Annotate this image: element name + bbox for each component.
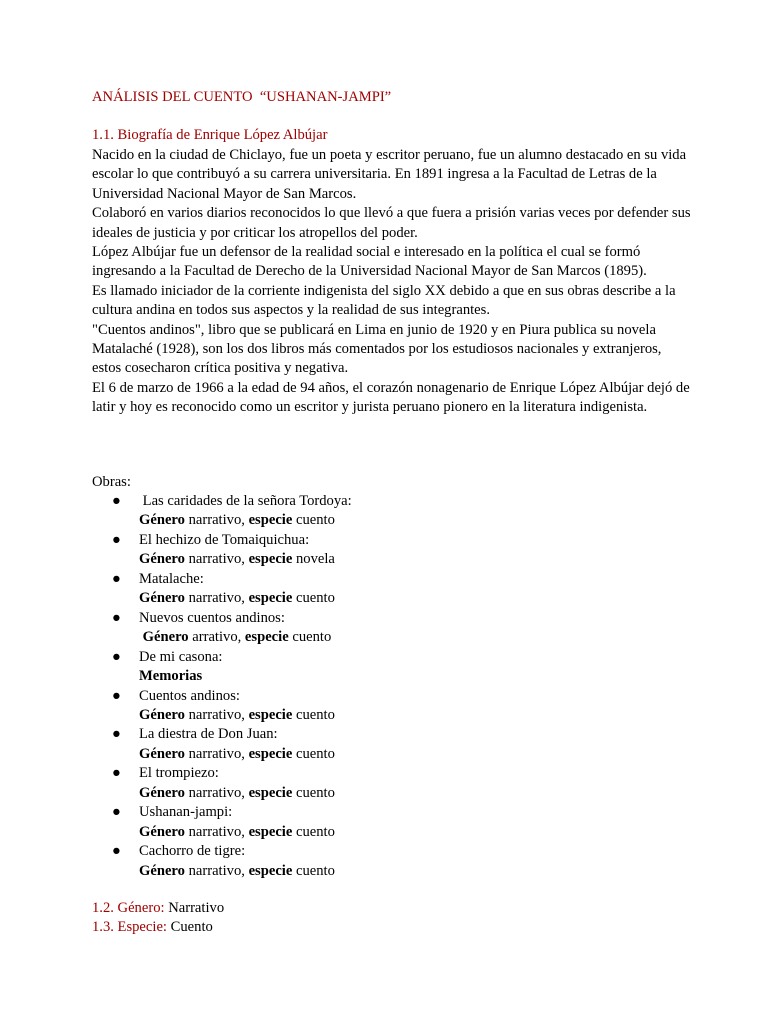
work-desc-bold: especie (248, 862, 293, 879)
work-desc-text: cuento (292, 823, 335, 840)
work-title: De mi casona: (139, 648, 223, 665)
bullet-icon: ● (112, 570, 121, 587)
work-desc-bold: especie (248, 823, 293, 840)
work-item (112, 609, 352, 648)
species-label: 1.3. Especie: (92, 919, 167, 935)
work-desc-bold: Género (139, 551, 185, 568)
work-desc-text: cuento (292, 590, 335, 607)
work-desc-bold: especie (244, 629, 289, 646)
work-item (112, 531, 352, 570)
work-desc-bold: especie (248, 551, 293, 568)
work-desc-text: novela (292, 551, 335, 568)
bullet-icon: ● (112, 765, 121, 782)
work-title: La diestra de Don Juan: (139, 726, 278, 743)
bullet-icon: ● (112, 843, 121, 860)
work-description (139, 511, 352, 530)
work-desc-bold: especie (248, 590, 293, 607)
species-value: Cuento (166, 919, 213, 935)
work-item (112, 687, 352, 726)
bullet-icon: ● (112, 609, 121, 626)
work-desc-bold: Género (139, 862, 185, 879)
biography-text (92, 146, 692, 418)
work-desc-bold: Género (139, 629, 189, 646)
works-label: Obras: (92, 474, 131, 490)
bullet-icon: ● (112, 687, 121, 704)
work-desc-bold: especie (248, 745, 293, 762)
work-desc-text: narrativo, (184, 706, 249, 723)
work-description (139, 628, 352, 647)
work-desc-text: cuento (292, 706, 335, 723)
work-description (139, 550, 352, 569)
work-desc-bold: especie (248, 706, 293, 723)
work-item (112, 764, 352, 803)
work-desc-bold: Género (139, 784, 185, 801)
work-description (139, 862, 352, 881)
work-title: Cachorro de tigre: (139, 843, 246, 860)
work-item (112, 648, 352, 687)
bio-paragraph: "Cuentos andinos", libro que se publicará en Lima en junio de 1920 y en Piura publica su novela Matalaché (1928), son los dos libros más comentados por los estudiosos nacionales y extranjeros, estos cosecharon crítica positiva y negativa. (92, 321, 662, 377)
bio-paragraph: Es llamado iniciador de la corriente indigenista del siglo XX debido a que en sus obras describe a la cultura andina en todos sus aspectos y la realidad de sus integrantes. (92, 282, 676, 319)
work-desc-bold: especie (248, 512, 293, 529)
work-description (139, 589, 352, 608)
work-desc-bold: Género (139, 823, 185, 840)
bullet-icon: ● (112, 531, 121, 548)
work-desc-text: narrativo, (184, 512, 249, 529)
work-desc-text: cuento (292, 512, 335, 529)
work-desc-text: arrativo, (188, 629, 245, 646)
work-title: Cuentos andinos: (139, 687, 240, 704)
work-item (112, 570, 352, 609)
genre-value: Narrativo (164, 900, 225, 916)
work-description (139, 784, 352, 803)
work-desc-text: narrativo, (184, 745, 249, 762)
genre-line (92, 899, 224, 917)
work-desc-bold: especie (248, 784, 293, 801)
work-item (112, 803, 352, 842)
work-title: El hechizo de Tomaiquichua: (139, 531, 310, 548)
work-description (139, 706, 352, 725)
section-heading-biography: 1.1. Biografía de Enrique López Albújar (92, 127, 328, 143)
work-desc-text: narrativo, (184, 784, 249, 801)
work-title: Matalache: (139, 570, 204, 587)
bullet-icon: ● (112, 726, 121, 743)
bullet-icon: ● (112, 493, 121, 509)
bio-paragraph: López Albújar fue un defensor de la realidad social e interesado en la política el cual se formó ingresando a la Facultad de Derecho de la Universidad Nacional Mayor de San Marcos (1895). (92, 244, 647, 280)
genre-label: 1.2. Género: (92, 900, 165, 916)
work-desc-text: cuento (292, 784, 335, 801)
works-list (112, 492, 352, 881)
work-desc-text: narrativo, (184, 590, 249, 607)
work-title: Nuevos cuentos andinos: (139, 609, 285, 626)
work-description (139, 745, 352, 764)
work-desc-bold: Género (139, 512, 185, 529)
bio-paragraph: El 6 de marzo de 1966 a la edad de 94 años, el corazón nonagenario de Enrique López Albújar dejó de latir y hoy es reconocido como un escritor y jurista peruano pionero en la literatura indigenista. (92, 379, 690, 416)
work-desc-text: narrativo, (184, 862, 249, 879)
work-desc-text: cuento (288, 629, 332, 646)
work-desc-text: narrativo, (184, 823, 249, 840)
species-line (92, 918, 213, 936)
bio-paragraph: Nacido en la ciudad de Chiclayo, fue un poeta y escritor peruano, fue un alumno destacado en su vida escolar lo que contribuyó a su carrera universitaria. En 1891 ingresa a la Facultad de Letras de la Universidad Nacional Mayor de San Marcos. (92, 147, 687, 202)
work-item (112, 492, 352, 531)
work-desc-bold: Género (139, 706, 185, 723)
document-title: ANÁLISIS DEL CUENTO “USHANAN-JAMPI” (92, 89, 392, 105)
work-desc-bold: Memorias (139, 668, 203, 685)
work-description (139, 667, 352, 686)
work-item (112, 725, 352, 764)
work-title: El trompiezo: (139, 765, 219, 782)
work-item (112, 842, 352, 881)
bullet-icon: ● (112, 804, 121, 821)
work-desc-bold: Género (139, 745, 185, 762)
work-title: Ushanan-jampi: (139, 804, 233, 821)
work-desc-bold: Género (139, 590, 185, 607)
work-desc-text: narrativo, (184, 551, 249, 568)
bio-paragraph: Colaboró en varios diarios reconocidos lo que llevó a que fuera a prisión varias veces por defender sus ideales de justicia y por criticar los atropellos del poder. (92, 205, 691, 241)
work-description (139, 823, 352, 842)
work-desc-text: cuento (292, 862, 335, 879)
bullet-icon: ● (112, 648, 121, 665)
work-title: Las caridades de la señora Tordoya: (139, 493, 352, 509)
work-desc-text: cuento (292, 745, 335, 762)
